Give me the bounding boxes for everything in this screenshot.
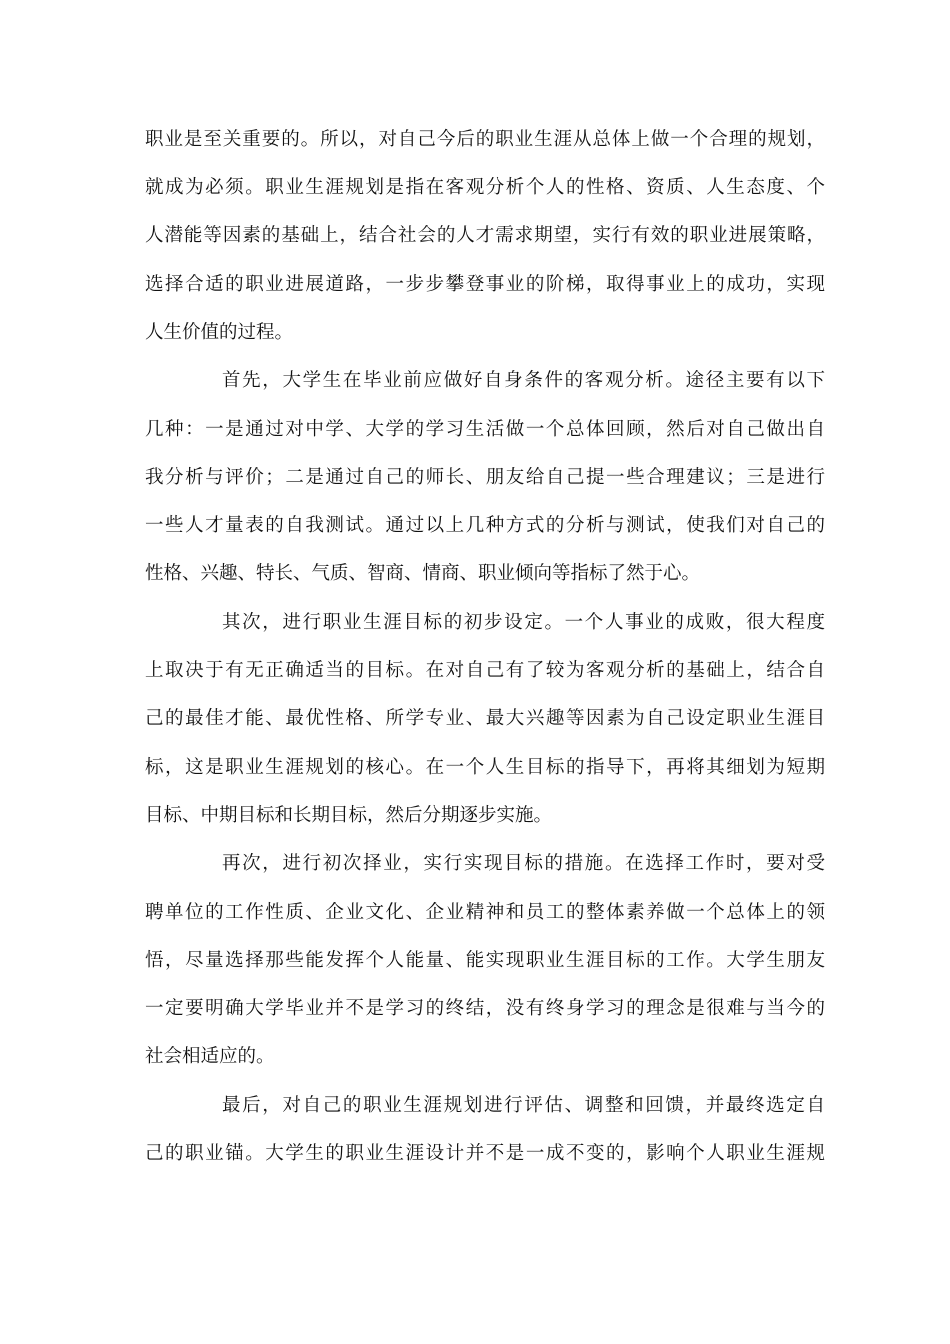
text-line: 标，这是职业生涯规划的核心。在一个人生目标的指导下，再将其细划为短期: [145, 757, 825, 778]
paragraph-first-line: 再次，进行初次择业，实行实现目标的措施。在选择工作时，要对受: [222, 853, 825, 874]
text-line: 人生价值的过程。: [145, 322, 294, 343]
text-line: 职业是至关重要的。所以，对自己今后的职业生涯从总体上做一个合理的规划，: [145, 129, 825, 150]
text-line: 己的职业锚。大学生的职业生涯设计并不是一成不变的，影响个人职业生涯规: [145, 1143, 825, 1164]
text-line: 社会相适应的。: [145, 1046, 275, 1067]
paragraph-first-line: 其次，进行职业生涯目标的初步设定。一个人事业的成败，很大程度: [222, 612, 825, 633]
text-line: 目标、中期目标和长期目标，然后分期逐步实施。: [145, 805, 553, 826]
text-line: 性格、兴趣、特长、气质、智商、情商、职业倾向等指标了然于心。: [145, 563, 701, 584]
text-line: 选择合适的职业进展道路，一步步攀登事业的阶梯，取得事业上的成功，实现: [145, 274, 825, 295]
text-line: 我分析与评价；二是通过自己的师长、朋友给自己提一些合理建议；三是进行: [145, 467, 825, 488]
paragraph-first-line: 首先，大学生在毕业前应做好自身条件的客观分析。途径主要有以下: [222, 370, 825, 391]
text-line: 聘单位的工作性质、企业文化、企业精神和员工的整体素养做一个总体上的领: [145, 902, 825, 923]
text-line: 悟，尽量选择那些能发挥个人能量、能实现职业生涯目标的工作。大学生朋友: [145, 950, 825, 971]
text-line: 几种：一是通过对中学、大学的学习生活做一个总体回顾，然后对自己做出自: [145, 419, 825, 440]
text-line: 人潜能等因素的基础上，结合社会的人才需求期望，实行有效的职业进展策略，: [145, 225, 825, 246]
paragraph-first-line: 最后，对自己的职业生涯规划进行评估、调整和回馈，并最终选定自: [222, 1095, 825, 1116]
text-line: 一定要明确大学毕业并不是学习的终结，没有终身学习的理念是很难与当今的: [145, 998, 825, 1019]
text-line: 一些人才量表的自我测试。通过以上几种方式的分析与测试，使我们对自己的: [145, 515, 825, 536]
text-line: 就成为必须。职业生涯规划是指在客观分析个人的性格、资质、人生态度、个: [145, 177, 825, 198]
text-line: 己的最佳才能、最优性格、所学专业、最大兴趣等因素为自己设定职业生涯目: [145, 708, 825, 729]
text-line: 上取决于有无正确适当的目标。在对自己有了较为客观分析的基础上，结合自: [145, 660, 825, 681]
